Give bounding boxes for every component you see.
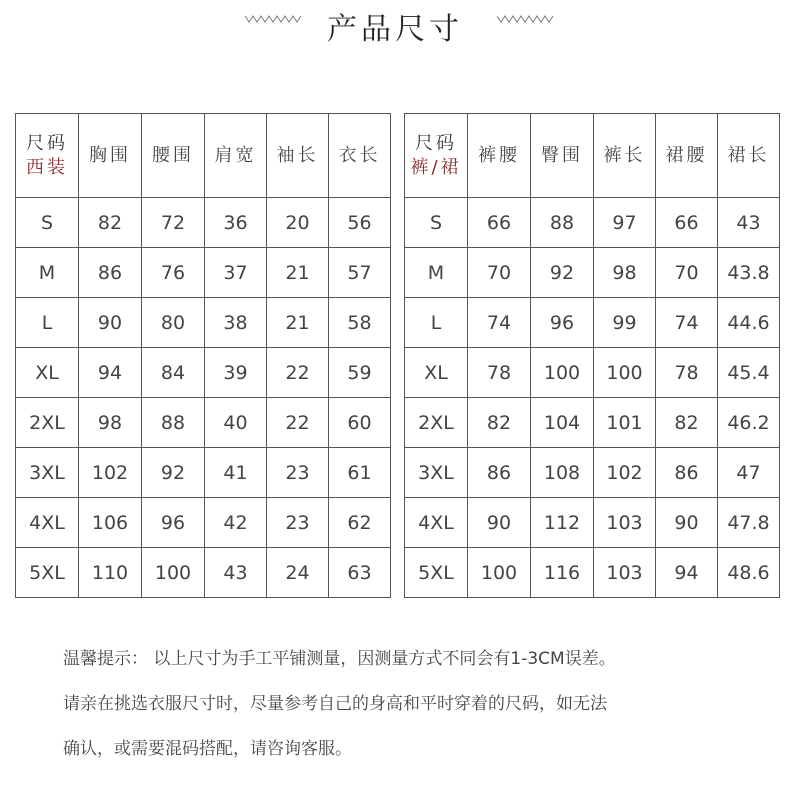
header-cell: 裤腰: [468, 114, 531, 198]
table-cell: 101: [594, 398, 656, 448]
table-row: [405, 548, 780, 598]
table-row: [405, 248, 780, 298]
table-cell: 82: [79, 198, 142, 248]
table-cell: 116: [531, 548, 594, 598]
note-line: 请亲在挑选衣服尺寸时，尽量参考自己的身高和平时穿着的尺码，如无法: [63, 694, 607, 714]
table-row: [405, 198, 780, 248]
table-row: [405, 498, 780, 548]
table-cell: 70: [468, 248, 531, 298]
header-cell: 裤长: [594, 114, 656, 198]
table-row: [16, 548, 391, 598]
table-cell: 24: [267, 548, 329, 598]
table-cell: 42: [205, 498, 267, 548]
table-cell: 45.4: [718, 348, 780, 398]
table-cell: 72: [142, 198, 205, 248]
table-cell: 100: [142, 548, 205, 598]
size-label-cell: L: [405, 298, 468, 348]
table-cell: 70: [656, 248, 718, 298]
table-cell: 97: [594, 198, 656, 248]
size-label-cell: 3XL: [16, 448, 79, 498]
table-cell: 38: [205, 298, 267, 348]
bottoms-table-body: [405, 198, 780, 598]
table-cell: 41: [205, 448, 267, 498]
table-cell: 92: [142, 448, 205, 498]
table-cell: 66: [656, 198, 718, 248]
table-row: [16, 248, 391, 298]
page-title: 产品尺寸: [327, 12, 463, 47]
table-cell: 74: [468, 298, 531, 348]
note-line: 确认，或需要混码搭配，请咨询客服。: [63, 739, 352, 759]
wave-ornament-right-icon: [497, 14, 555, 24]
table-cell: 40: [205, 398, 267, 448]
table-cell: 59: [329, 348, 391, 398]
table-row: [16, 348, 391, 398]
table-cell: 94: [656, 548, 718, 598]
table-cell: 100: [468, 548, 531, 598]
table-cell: 86: [468, 448, 531, 498]
table-cell: 92: [531, 248, 594, 298]
table-cell: 20: [267, 198, 329, 248]
table-cell: 88: [142, 398, 205, 448]
size-label-cell: 3XL: [405, 448, 468, 498]
table-cell: 22: [267, 398, 329, 448]
table-cell: 102: [79, 448, 142, 498]
table-row: [16, 498, 391, 548]
table-cell: 94: [79, 348, 142, 398]
table-cell: 90: [468, 498, 531, 548]
table-cell: 21: [267, 248, 329, 298]
size-label-cell: 2XL: [405, 398, 468, 448]
table-cell: 100: [594, 348, 656, 398]
table-cell: 47: [718, 448, 780, 498]
table-cell: 74: [656, 298, 718, 348]
table-cell: 78: [656, 348, 718, 398]
corner-label-size: 尺码: [26, 132, 68, 154]
table-cell: 112: [531, 498, 594, 548]
size-label-cell: 5XL: [405, 548, 468, 598]
table-cell: 22: [267, 348, 329, 398]
table-cell: 90: [656, 498, 718, 548]
table-cell: 96: [531, 298, 594, 348]
table-row: [405, 348, 780, 398]
size-label-cell: XL: [405, 348, 468, 398]
table-cell: 90: [79, 298, 142, 348]
table-cell: 78: [468, 348, 531, 398]
table-header-row: [16, 114, 391, 198]
size-label-cell: 2XL: [16, 398, 79, 448]
table-cell: 86: [79, 248, 142, 298]
tops-size-table: [15, 113, 391, 598]
header-cell: 袖长: [267, 114, 329, 198]
table-cell: 37: [205, 248, 267, 298]
table-cell: 103: [594, 498, 656, 548]
table-cell: 106: [79, 498, 142, 548]
table-cell: 103: [594, 548, 656, 598]
table-cell: 104: [531, 398, 594, 448]
table-row: [16, 298, 391, 348]
size-label-cell: M: [16, 248, 79, 298]
table-cell: 58: [329, 298, 391, 348]
title-bar: [0, 0, 790, 50]
table-cell: 100: [531, 348, 594, 398]
table-cell: 44.6: [718, 298, 780, 348]
table-cell: 63: [329, 548, 391, 598]
table-cell: 62: [329, 498, 391, 548]
header-cell: 裙长: [718, 114, 780, 198]
table-cell: 98: [594, 248, 656, 298]
table-row: [405, 398, 780, 448]
table-cell: 82: [468, 398, 531, 448]
size-label-cell: S: [405, 198, 468, 248]
table-header-row: [405, 114, 780, 198]
table-cell: 46.2: [718, 398, 780, 448]
table-row: [16, 398, 391, 448]
table-cell: 47.8: [718, 498, 780, 548]
header-cell: 胸围: [79, 114, 142, 198]
size-label-cell: 4XL: [16, 498, 79, 548]
table-cell: 43: [718, 198, 780, 248]
table-cell: 86: [656, 448, 718, 498]
table-cell: 43.8: [718, 248, 780, 298]
bottoms-size-table: [404, 113, 780, 598]
size-label-cell: 5XL: [16, 548, 79, 598]
size-notes: [63, 644, 783, 779]
tops-table-body: [16, 198, 391, 598]
corner-label-size: 尺码: [415, 132, 457, 154]
header-cell: 裙腰: [656, 114, 718, 198]
size-label-cell: 4XL: [405, 498, 468, 548]
table-cell: 66: [468, 198, 531, 248]
corner-cell: [16, 114, 79, 198]
note-line: 温馨提示： 以上尺寸为手工平铺测量，因测量方式不同会有1-3CM误差。: [63, 649, 616, 669]
table-cell: 56: [329, 198, 391, 248]
table-cell: 96: [142, 498, 205, 548]
table-cell: 43: [205, 548, 267, 598]
header-cell: 衣长: [329, 114, 391, 198]
size-label-cell: M: [405, 248, 468, 298]
table-cell: 23: [267, 448, 329, 498]
table-row: [405, 298, 780, 348]
table-cell: 60: [329, 398, 391, 448]
table-cell: 80: [142, 298, 205, 348]
table-cell: 21: [267, 298, 329, 348]
corner-label-category: 裤/裙: [410, 156, 462, 178]
size-label-cell: XL: [16, 348, 79, 398]
table-cell: 39: [205, 348, 267, 398]
table-cell: 88: [531, 198, 594, 248]
table-row: [16, 448, 391, 498]
header-cell: 肩宽: [205, 114, 267, 198]
table-cell: 36: [205, 198, 267, 248]
size-label-cell: L: [16, 298, 79, 348]
table-row: [16, 198, 391, 248]
table-cell: 102: [594, 448, 656, 498]
corner-cell: [405, 114, 468, 198]
size-label-cell: S: [16, 198, 79, 248]
table-cell: 98: [79, 398, 142, 448]
header-cell: 臀围: [531, 114, 594, 198]
table-cell: 84: [142, 348, 205, 398]
table-cell: 82: [656, 398, 718, 448]
table-cell: 57: [329, 248, 391, 298]
table-cell: 61: [329, 448, 391, 498]
table-cell: 110: [79, 548, 142, 598]
table-cell: 76: [142, 248, 205, 298]
header-cell: 腰围: [142, 114, 205, 198]
corner-label-category: 西装: [26, 156, 68, 178]
table-cell: 99: [594, 298, 656, 348]
table-cell: 48.6: [718, 548, 780, 598]
table-row: [405, 448, 780, 498]
table-cell: 108: [531, 448, 594, 498]
table-cell: 23: [267, 498, 329, 548]
